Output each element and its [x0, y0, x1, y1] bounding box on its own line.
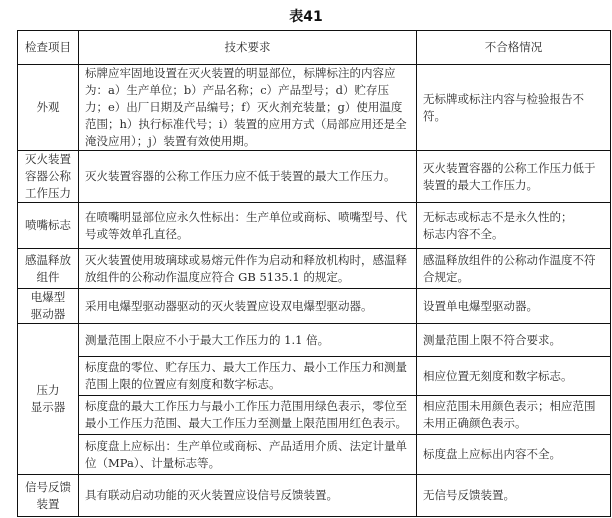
- item-cell: 感温释放组件: [18, 249, 79, 289]
- requirement-cell: 测量范围上限应不小于最大工作压力的 1.1 倍。: [79, 324, 417, 357]
- nonconformity-cell: 测量范围上限不符合要求。: [417, 324, 611, 357]
- requirement-cell: 灭火装置容器的公称工作压力应不低于装置的最大工作压力。: [79, 151, 417, 203]
- requirement-cell: 具有联动启动功能的灭火装置应设信号反馈装置。: [79, 475, 417, 517]
- requirement-cell: 标度盘的零位、贮存压力、最大工作压力、最小工作压力和测量范围上限的位置应有刻度和数字标志。: [79, 357, 417, 396]
- requirement-cell: 采用电爆型驱动器驱动的灭火装置应设双电爆型驱动器。: [79, 289, 417, 324]
- item-cell: 压力 显示器: [18, 324, 79, 475]
- requirement-cell: 灭火装置使用玻璃球或易熔元件作为启动和释放机构时，感温释放组件的公称动作温度应符合 GB 5135.1 的规定。: [79, 249, 417, 289]
- nonconformity-cell: 相应位置无刻度和数字标志。: [417, 357, 611, 396]
- table-row: [18, 435, 611, 475]
- nonconformity-cell: 感温释放组件的公称动作温度不符合规定。: [417, 249, 611, 289]
- table-title: 表41: [289, 9, 323, 25]
- item-cell: 灭火装置容器公称工作压力: [18, 151, 79, 203]
- inspection-table: [17, 30, 611, 517]
- nonconformity-cell: 灭火装置容器的公称工作压力低于装置的最大工作压力。: [417, 151, 611, 203]
- table-row: [18, 65, 611, 151]
- nonconformity-cell: 设置单电爆型驱动器。: [417, 289, 611, 324]
- requirement-cell: 标度盘的最大工作压力与最小工作压力范围用绿色表示，零位至最小工作压力范围、最大工作压力至测量上限范围用红色表示。: [79, 396, 417, 435]
- nonconformity-cell: 无信号反馈装置。: [417, 475, 611, 517]
- table-row: [18, 289, 611, 324]
- table-row: [18, 324, 611, 357]
- requirement-cell: 在喷嘴明显部位应永久性标出：生产单位或商标、喷嘴型号、代号或等效单孔直径。: [79, 203, 417, 249]
- table-row: [18, 249, 611, 289]
- nonconformity-cell: 无标志或标志不是永久性的； 标志内容不全。: [417, 203, 611, 249]
- table-row: [18, 151, 611, 203]
- table-row: [18, 203, 611, 249]
- nonconformity-cell: 标度盘上应标出内容不全。: [417, 435, 611, 475]
- table-row: [18, 357, 611, 396]
- table-row: [18, 475, 611, 517]
- nonconformity-cell: 相应范围未用颜色表示；相应范围未用正确颜色表示。: [417, 396, 611, 435]
- table-header-row: [18, 31, 611, 65]
- header-nonconformity: 不合格情况: [417, 31, 611, 65]
- item-cell: 信号反馈装置: [18, 475, 79, 517]
- header-item: 检查项目: [18, 31, 79, 65]
- nonconformity-cell: 无标牌或标注内容与检验报告不符。: [417, 65, 611, 151]
- requirement-cell: 标牌应牢固地设置在灭火装置的明显部位，标牌标注的内容应为：a）生产单位；b）产品名称；c）产品型号；d）贮存压力；e）出厂日期及产品编号；f）灭火剂充装量；g）使用温度范围；h）执行标准代号；i）装置的应用方式（局部应用还是全淹没应用）；j）装置有效使用期。: [79, 65, 417, 151]
- item-cell: 电爆型 驱动器: [18, 289, 79, 324]
- item-cell: 外观: [18, 65, 79, 151]
- requirement-cell: 标度盘上应标出：生产单位或商标、产品适用介质、法定计量单位（MPa）、计量标志等。: [79, 435, 417, 475]
- item-cell: 喷嘴标志: [18, 203, 79, 249]
- header-requirement: 技术要求: [79, 31, 417, 65]
- table-row: [18, 396, 611, 435]
